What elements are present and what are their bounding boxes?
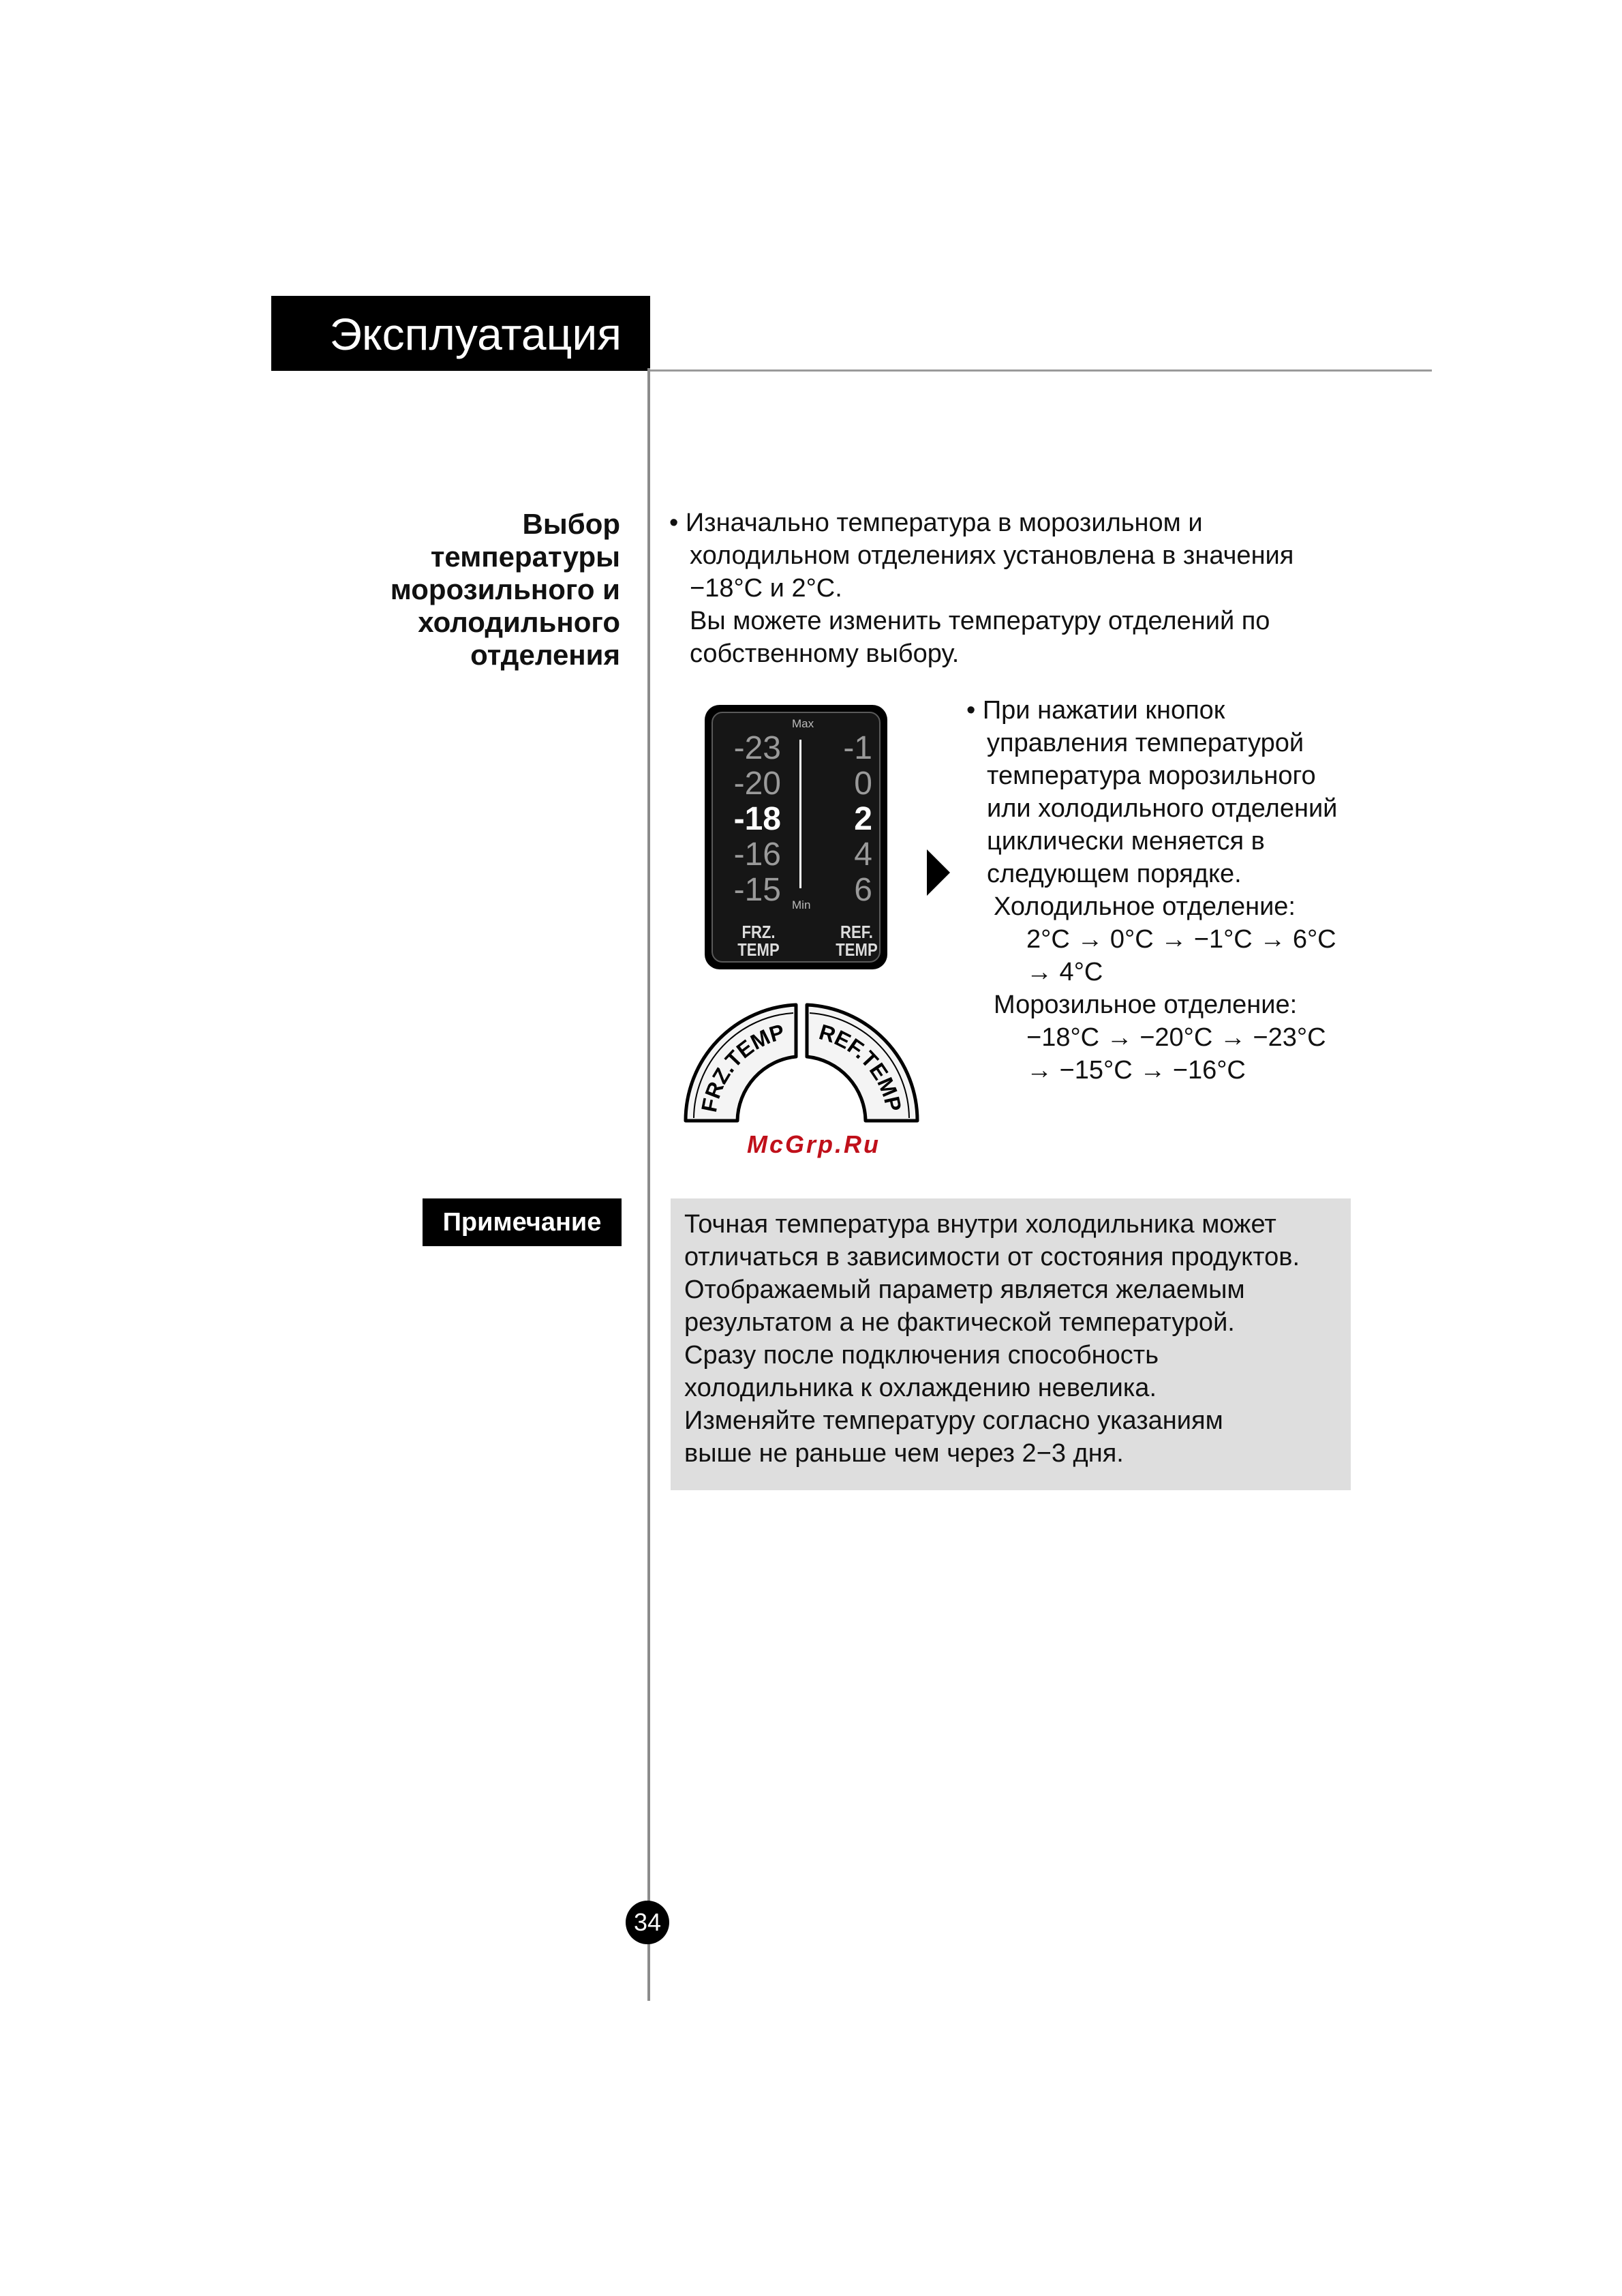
- frz-sequence-title: Морозильное отделение:: [994, 991, 1298, 1019]
- note-line: холодильника к охлаждению невелика.: [684, 1374, 1157, 1402]
- section-heading: [327, 508, 620, 671]
- ref-value: 0: [854, 766, 872, 802]
- page-title: Эксплуатация: [329, 309, 622, 359]
- ref-button-label: REF.TEMP: [816, 1019, 906, 1114]
- frz-value-selected: -18: [733, 801, 781, 837]
- frz-value: -23: [733, 730, 781, 766]
- steps-line: температура морозильного: [987, 761, 1316, 790]
- header-rule: [650, 369, 1432, 372]
- temp-buttons-illustration: [679, 998, 924, 1134]
- note-line: Точная температура внутри холодильника может: [684, 1210, 1276, 1239]
- heading-line: морозильного и: [390, 573, 620, 605]
- ref-value: -1: [843, 730, 872, 766]
- note-line: Отображаемый параметр является желаемым: [684, 1275, 1245, 1304]
- frz-value: -20: [733, 766, 781, 802]
- ref-value: 4: [854, 836, 872, 873]
- intro-line: Вы можете изменить температуру отделений по: [690, 607, 1270, 635]
- frz-temp-label: [733, 923, 785, 958]
- note-text: [684, 1208, 1345, 1470]
- ref-sequence-title: Холодильное отделение:: [994, 892, 1296, 921]
- frz-label-line: FRZ.: [741, 922, 776, 942]
- frz-sequence: −18°C → −20°C → −23°C: [1026, 1023, 1326, 1052]
- frz-button-label: FRZ.TEMP: [697, 1019, 787, 1115]
- steps-line: • При нажатии кнопок: [966, 696, 1225, 725]
- note-line: выше не раньше чем через 2−3 дня.: [684, 1439, 1124, 1468]
- page-number: 34: [626, 1901, 669, 1944]
- intro-paragraph: [669, 507, 1426, 670]
- ref-label-line: TEMP: [836, 939, 878, 960]
- watermark: McGrp.Ru: [747, 1130, 881, 1158]
- intro-line: собственному выбору.: [690, 639, 960, 668]
- note-badge: Примечание: [423, 1198, 622, 1246]
- ref-label-line: REF.: [840, 922, 873, 942]
- note-line: отличаться в зависимости от состояния продуктов.: [684, 1243, 1300, 1271]
- heading-line: Выбор: [522, 508, 620, 540]
- steps-line: циклически меняется в: [987, 827, 1265, 856]
- ref-sequence-cont: → 4°C: [1026, 958, 1103, 986]
- intro-line: • Изначально температура в морозильном и: [669, 509, 1203, 537]
- heading-line: холодильного: [418, 606, 620, 638]
- steps-line: управления температурой: [987, 729, 1304, 757]
- ref-sequence: 2°C → 0°C → −1°C → 6°C: [1026, 925, 1336, 954]
- ref-value: 6: [854, 872, 872, 908]
- intro-line: холодильном отделениях установлена в значения: [690, 541, 1294, 570]
- note-line: Сразу после подключения способность: [684, 1341, 1159, 1370]
- heading-line: отделения: [470, 639, 620, 671]
- note-line: результатом а не фактической температурой.: [684, 1308, 1235, 1337]
- steps-line: следующем порядке.: [987, 860, 1242, 888]
- min-label: Min: [792, 898, 811, 911]
- column-divider: [647, 368, 650, 2001]
- ref-value-selected: 2: [854, 801, 872, 837]
- frz-value: -15: [733, 872, 781, 908]
- frz-value: -16: [733, 836, 781, 873]
- steps-line: или холодильного отделений: [987, 794, 1338, 823]
- frz-sequence-cont: → −15°C → −16°C: [1026, 1056, 1246, 1085]
- heading-line: температуры: [430, 541, 620, 573]
- frz-label-line: TEMP: [737, 939, 780, 960]
- ref-temp-label: [831, 923, 883, 958]
- max-label: Max: [792, 717, 814, 730]
- note-line: Изменяйте температуру согласно указаниям: [684, 1406, 1223, 1435]
- intro-line: −18°C и 2°C.: [690, 574, 842, 603]
- steps-paragraph: [966, 694, 1430, 1087]
- play-arrow-icon: [927, 849, 950, 896]
